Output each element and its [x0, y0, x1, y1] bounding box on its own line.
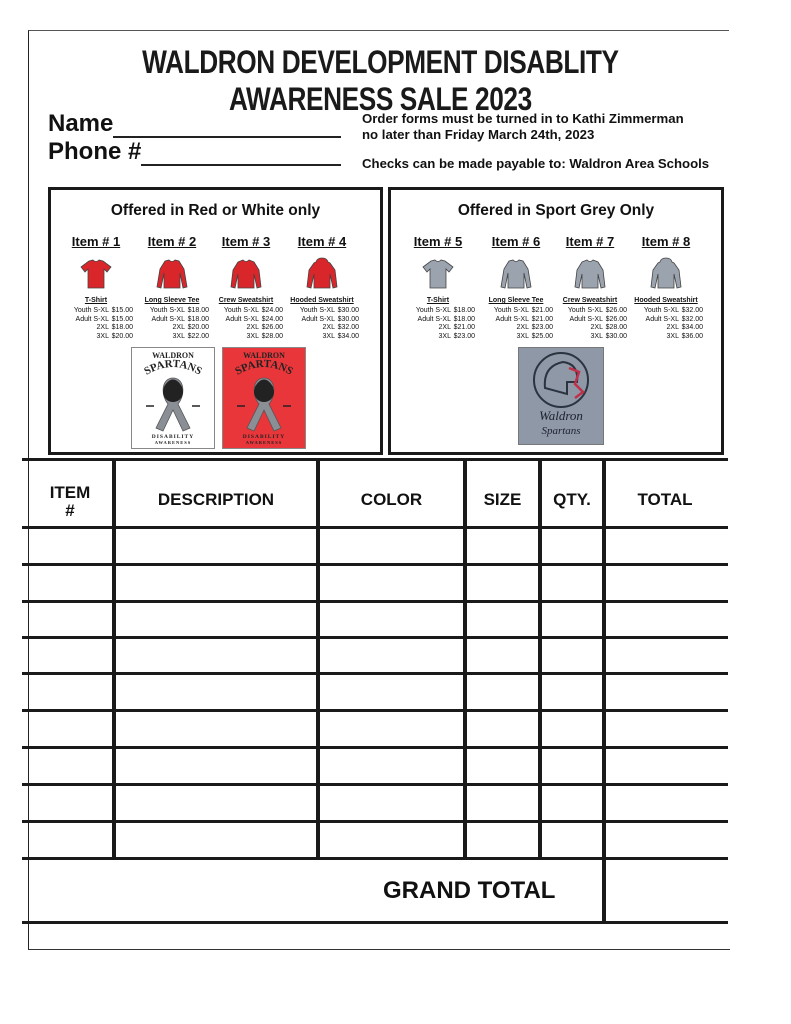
total-cell[interactable] [606, 823, 724, 857]
garment-icon [283, 257, 361, 291]
color-cell[interactable] [320, 749, 463, 783]
price-row [627, 316, 703, 325]
item-card [551, 234, 629, 341]
header-qty: QTY. [553, 490, 591, 509]
item-cell[interactable] [30, 566, 112, 600]
panel-title: Offered in Red or White only [110, 202, 321, 219]
price-row [477, 333, 553, 342]
price: $32.00 [681, 315, 703, 323]
color-cell[interactable] [320, 639, 463, 672]
price-row [477, 307, 553, 316]
price-list [207, 307, 285, 341]
price: $32.00 [681, 307, 703, 314]
price: $30.00 [605, 332, 627, 340]
price-row [627, 333, 703, 342]
size-range: Youth S-XL [493, 307, 529, 314]
header-size: SIZE [483, 490, 522, 509]
price: $24.00 [261, 315, 283, 323]
item-card [133, 234, 211, 341]
page-bottom-edge [28, 949, 730, 950]
total-cell[interactable] [606, 749, 724, 783]
item-number-label: Item # 1 [71, 234, 121, 249]
price: $23.00 [531, 324, 553, 332]
logo-bottom-text-1: DISABILITY [151, 434, 195, 440]
grand-total-bottom-border [22, 921, 728, 924]
name-field[interactable] [48, 110, 341, 138]
phone-label: Phone # [48, 138, 142, 165]
price-row [551, 307, 627, 316]
garment-icon [477, 257, 555, 291]
price-row [133, 316, 209, 325]
phone-field[interactable] [48, 138, 341, 166]
item-cell[interactable] [30, 749, 112, 783]
price: $32.00 [337, 324, 359, 332]
qty-cell[interactable] [542, 603, 602, 636]
total-cell[interactable] [606, 712, 724, 746]
size-range: Adult S-XL [569, 315, 603, 323]
garment-icon [551, 257, 629, 291]
size-cell[interactable] [467, 639, 538, 672]
logo-bottom-text-2: AWARENESS [154, 440, 192, 445]
price-row [57, 316, 133, 325]
price-row [399, 324, 475, 333]
price: $30.00 [337, 315, 359, 323]
size-range: Youth S-XL [567, 307, 603, 314]
item-number-label: Item # 2 [147, 234, 197, 249]
payment-notice: Checks can be made payable to: Waldron Area Schools [362, 156, 710, 171]
size-range: 2XL [246, 324, 259, 332]
deadline-notice [362, 111, 684, 143]
size-range: 3XL [96, 332, 109, 340]
description-cell[interactable] [116, 823, 316, 857]
description-cell[interactable] [116, 749, 316, 783]
color-cell[interactable] [320, 786, 463, 820]
price: $20.00 [187, 324, 209, 332]
logo-arc-text: SPARTANS [142, 357, 204, 378]
price-row [57, 333, 133, 342]
price: $18.00 [187, 307, 209, 314]
price-list [283, 307, 361, 341]
size-cell[interactable] [467, 786, 538, 820]
description-cell[interactable] [116, 786, 316, 820]
total-cell[interactable] [606, 786, 724, 820]
description-cell[interactable] [116, 566, 316, 600]
size-range: 3XL [666, 332, 679, 340]
size-range: Adult S-XL [225, 315, 259, 323]
size-cell[interactable] [467, 566, 538, 600]
price-row [399, 307, 475, 316]
price: $28.00 [261, 332, 283, 340]
item-name: Hooded Sweatshirt [634, 297, 698, 304]
spartans-logo [222, 347, 306, 449]
price: $21.00 [453, 324, 475, 332]
price: $18.00 [111, 324, 133, 332]
size-range: Youth S-XL [223, 307, 259, 314]
item-card [399, 234, 477, 341]
total-cell[interactable] [606, 675, 724, 709]
size-range: 3XL [322, 332, 335, 340]
item-number-label: Item # 5 [413, 234, 463, 249]
grand-total-label: GRAND TOTAL [383, 877, 556, 904]
item-card [627, 234, 705, 341]
logo-top-text: WALDRON [152, 351, 194, 360]
qty-cell[interactable] [542, 675, 602, 709]
header-total: TOTAL [637, 490, 693, 509]
name-input-line[interactable] [113, 114, 341, 138]
price-row [627, 307, 703, 316]
size-cell[interactable] [467, 529, 538, 563]
price-row [551, 333, 627, 342]
description-cell[interactable] [116, 603, 316, 636]
description-cell[interactable] [116, 712, 316, 746]
header-description: DESCRIPTION [157, 490, 275, 509]
item-card [57, 234, 135, 341]
logo-bottom-text-1: DISABILITY [242, 434, 286, 440]
name-label: Name [48, 110, 114, 137]
color-cell[interactable] [320, 603, 463, 636]
price: $21.00 [531, 315, 553, 323]
color-cell[interactable] [320, 675, 463, 709]
price-row [283, 324, 359, 333]
price: $22.00 [187, 332, 209, 340]
size-range: Adult S-XL [495, 315, 529, 323]
garment-icon [207, 257, 285, 291]
size-range: Youth S-XL [415, 307, 451, 314]
size-range: 2XL [438, 324, 451, 332]
price: $15.00 [111, 315, 133, 323]
size-range: Adult S-XL [417, 315, 451, 323]
price-row [207, 307, 283, 316]
qty-cell[interactable] [542, 639, 602, 672]
total-cell[interactable] [606, 639, 724, 672]
price: $18.00 [187, 315, 209, 323]
size-range: 2XL [666, 324, 679, 332]
qty-cell[interactable] [542, 823, 602, 857]
size-range: 3XL [438, 332, 451, 340]
size-range: Youth S-XL [299, 307, 335, 314]
qty-cell[interactable] [542, 566, 602, 600]
price-row [399, 333, 475, 342]
price-row [627, 324, 703, 333]
price: $28.00 [605, 324, 627, 332]
logo-bottom-text-2: AWARENESS [245, 440, 283, 445]
price: $30.00 [337, 307, 359, 314]
logo-script-text-2: Spartans [541, 425, 581, 437]
price-row [283, 307, 359, 316]
price: $26.00 [261, 324, 283, 332]
size-range: Youth S-XL [643, 307, 679, 314]
price: $15.00 [111, 307, 133, 314]
size-range: 2XL [96, 324, 109, 332]
price-row [133, 333, 209, 342]
price-list [399, 307, 477, 341]
price-row [283, 316, 359, 325]
price-row [57, 307, 133, 316]
price: $18.00 [453, 307, 475, 314]
item-name: Crew Sweatshirt [218, 297, 274, 304]
red-white-panel [48, 187, 383, 455]
item-number-label: Item # 8 [641, 234, 691, 249]
item-card [477, 234, 555, 341]
phone-input-line[interactable] [141, 142, 341, 166]
waldron-spartans-grey-logo [518, 347, 604, 445]
item-name: Long Sleeve Tee [144, 297, 200, 304]
garment-icon [627, 257, 705, 291]
item-card [207, 234, 285, 341]
price-row [207, 316, 283, 325]
price: $36.00 [681, 332, 703, 340]
size-range: Adult S-XL [75, 315, 109, 323]
grand-total-cell[interactable] [606, 860, 724, 920]
size-cell[interactable] [467, 712, 538, 746]
description-cell[interactable] [116, 639, 316, 672]
notice-line-2: no later than Friday March 24th, 2023 [362, 127, 595, 142]
price-row [551, 316, 627, 325]
price: $26.00 [605, 315, 627, 323]
price-row [551, 324, 627, 333]
size-cell[interactable] [467, 603, 538, 636]
item-name: T-Shirt [84, 297, 108, 304]
price: $34.00 [337, 332, 359, 340]
color-cell[interactable] [320, 566, 463, 600]
header-color: COLOR [360, 490, 423, 509]
price: $24.00 [261, 307, 283, 314]
size-range: Adult S-XL [301, 315, 335, 323]
item-cell[interactable] [30, 786, 112, 820]
item-cell[interactable] [30, 712, 112, 746]
garment-icon [133, 257, 211, 291]
price: $20.00 [111, 332, 133, 340]
panel-title: Offered in Sport Grey Only [457, 202, 655, 219]
logo-circle-icon [534, 353, 588, 407]
price-row [57, 324, 133, 333]
price-list [477, 307, 555, 341]
item-number-label: Item # 3 [221, 234, 271, 249]
size-range: Youth S-XL [73, 307, 109, 314]
sport-grey-panel [388, 187, 724, 455]
price-list [57, 307, 135, 341]
qty-cell[interactable] [542, 786, 602, 820]
price: $18.00 [453, 315, 475, 323]
item-name: T-Shirt [426, 297, 450, 304]
price: $21.00 [531, 307, 553, 314]
spartans-logo [131, 347, 215, 449]
item-cell[interactable] [30, 639, 112, 672]
size-range: 3XL [590, 332, 603, 340]
price: $25.00 [531, 332, 553, 340]
size-range: Adult S-XL [151, 315, 185, 323]
qty-cell[interactable] [542, 712, 602, 746]
price: $34.00 [681, 324, 703, 332]
item-cell[interactable] [30, 603, 112, 636]
item-name: Long Sleeve Tee [488, 297, 544, 304]
description-cell[interactable] [116, 675, 316, 709]
logo-top-text: WALDRON [243, 351, 285, 360]
size-range: 3XL [516, 332, 529, 340]
price: $26.00 [605, 307, 627, 314]
notice-line-1: Order forms must be turned in to Kathi Zimmerman [362, 111, 684, 126]
price-row [399, 316, 475, 325]
price-row [207, 333, 283, 342]
item-number-label: Item # 6 [491, 234, 541, 249]
size-cell[interactable] [467, 823, 538, 857]
description-cell[interactable] [116, 529, 316, 563]
table-top-border [22, 458, 728, 461]
price: $23.00 [453, 332, 475, 340]
logo-script-text-1: Waldron [539, 408, 583, 423]
size-range: 2XL [322, 324, 335, 332]
price-row [133, 307, 209, 316]
item-name: Hooded Sweatshirt [290, 297, 354, 304]
price-row [133, 324, 209, 333]
price-row [477, 324, 553, 333]
item-cell[interactable] [30, 823, 112, 857]
color-cell[interactable] [320, 823, 463, 857]
header-item-hash: # [65, 501, 75, 520]
item-number-label: Item # 7 [565, 234, 615, 249]
header-item: ITEM # [30, 484, 110, 520]
size-range: 3XL [246, 332, 259, 340]
price-list [133, 307, 211, 341]
color-cell[interactable] [320, 529, 463, 563]
item-number-label: Item # 4 [297, 234, 347, 249]
size-range: 2XL [172, 324, 185, 332]
size-cell[interactable] [467, 749, 538, 783]
item-cell[interactable] [30, 529, 112, 563]
spartan-helmet-icon [545, 362, 577, 394]
page-title: WALDRON DEVELOPMENT DISABLITY AWARENESS SALE 2023 [142, 44, 619, 117]
size-range: Adult S-XL [645, 315, 679, 323]
size-range: Youth S-XL [149, 307, 185, 314]
price-list [551, 307, 629, 341]
price-row [477, 316, 553, 325]
price-row [283, 333, 359, 342]
size-cell[interactable] [467, 675, 538, 709]
price-list [627, 307, 705, 341]
item-name: Crew Sweatshirt [562, 297, 618, 304]
total-cell[interactable] [606, 566, 724, 600]
total-cell[interactable] [606, 603, 724, 636]
size-range: 3XL [172, 332, 185, 340]
garment-icon [57, 257, 135, 291]
total-cell[interactable] [606, 529, 724, 563]
color-cell[interactable] [320, 712, 463, 746]
qty-cell[interactable] [542, 529, 602, 563]
garment-icon [399, 257, 477, 291]
price-row [207, 324, 283, 333]
logo-arc-text: SPARTANS [233, 357, 295, 378]
size-range: 2XL [516, 324, 529, 332]
item-card [283, 234, 361, 341]
item-cell[interactable] [30, 675, 112, 709]
qty-cell[interactable] [542, 749, 602, 783]
size-range: 2XL [590, 324, 603, 332]
